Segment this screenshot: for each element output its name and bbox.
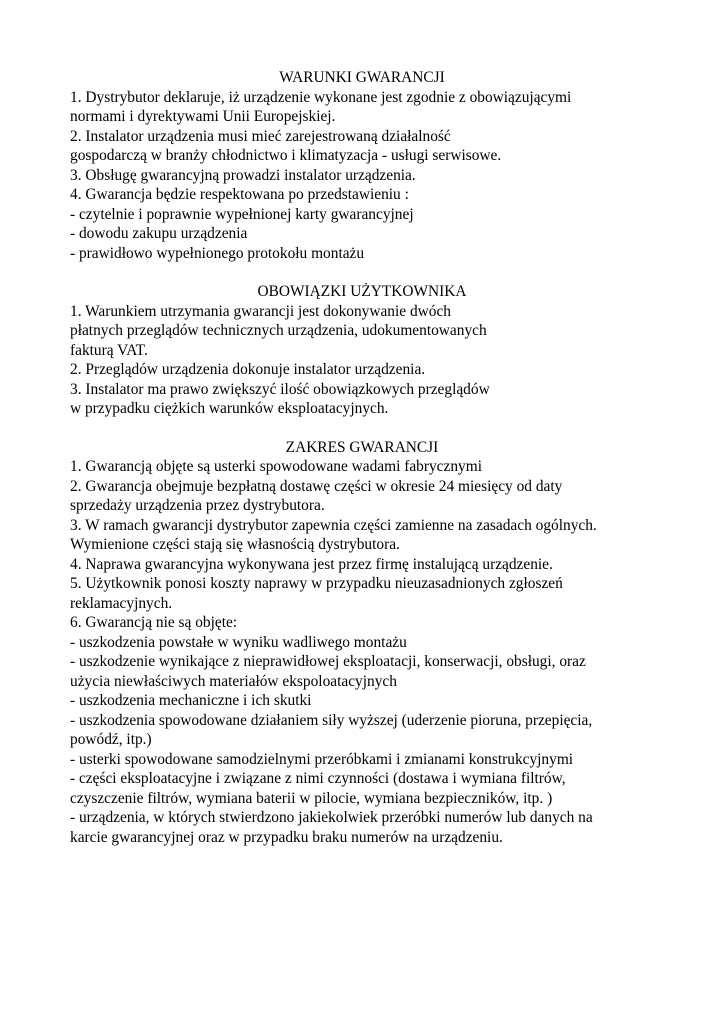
document-page [70,68,690,847]
text-line: 1. Warunkiem utrzymania gwarancji jest dokonywanie dwóch [70,302,451,320]
text-line: - uszkodzenie wynikające z nieprawidłowej eksploatacji, konserwacji, obsługi, oraz [70,653,586,670]
text-line: karcie gwarancyjnej oraz w przypadku braku numerów na urządzeniu. [70,828,503,846]
text-line: sprzedaży urządzenia przez dystrybutora. [70,497,325,514]
text-line: - czytelnie i poprawnie wypełnionej karty gwarancyjnej [70,205,414,223]
text-line: reklamacyjnych. [70,594,173,612]
text-line: 2. Gwarancja obejmuje bezpłatną dostawę części w okresie 24 miesięcy od daty [70,477,563,495]
text-line: 5. Użytkownik ponosi koszty naprawy w przypadku nieuzasadnionych zgłoszeń [70,575,563,592]
text-line: normami i dyrektywami Unii Europejskiej. [70,108,336,125]
section-zakres-gwarancji [70,438,690,848]
text-line: 3. W ramach gwarancji dystrybutor zapewnia części zamienne na zasadach ogólnych. [70,516,597,534]
text-line: - dowodu zakupu urządzenia [70,225,248,242]
text-line: płatnych przeglądów technicznych urządzenia, udokumentowanych [70,322,487,339]
text-line: - uszkodzenia mechaniczne i ich skutki [70,692,312,709]
text-line: 1. Dystrybutor deklaruje, iż urządzenie wykonane jest zgodnie z obowiązującymi [70,88,572,106]
text-line: 4. Gwarancja będzie respektowana po przedstawieniu : [70,186,409,203]
text-line: użycia niewłaściwych materiałów ekspoloatacyjnych [70,672,397,690]
section-heading: ZAKRES GWARANCJI [285,438,439,456]
text-line: 2. Instalator urządzenia musi mieć zarejestrowaną działalność [70,127,451,145]
text-line: - uszkodzenia spowodowane działaniem siły wyższej (uderzenie pioruna, przepięcia, [70,711,593,729]
text-line: - prawidłowo wypełnionego protokołu montażu [70,244,365,262]
text-line: Wymienione części stają się własnością dystrybutora. [70,536,400,553]
text-line: fakturą VAT. [70,341,148,359]
text-line: 1. Gwarancją objęte są usterki spowodowane wadami fabrycznymi [70,458,482,475]
text-line: 6. Gwarancją nie są objęte: [70,614,238,631]
text-line: - urządzenia, w których stwierdzono jakiekolwiek przeróbki numerów lub danych na [70,809,593,826]
text-line: - usterki spowodowane samodzielnymi przeróbkami i zmianami konstrukcyjnymi [70,750,574,768]
text-line: - uszkodzenia powstałe w wyniku wadliwego montażu [70,633,407,651]
text-line: 4. Naprawa gwarancyjna wykonywana jest przez firmę instalującą urządzenie. [70,555,553,573]
text-line: w przypadku ciężkich warunków eksploatacyjnych. [70,400,389,417]
section-heading: WARUNKI GWARANCJI [279,69,445,86]
text-line: powódź, itp.) [70,731,152,748]
section-heading: OBOWIĄZKI UŻYTKOWNIKA [257,283,467,300]
text-line: 3. Obsługę gwarancyjną prowadzi instalator urządzenia. [70,166,416,184]
text-line: gospodarczą w branży chłodnictwo i klimatyzacja - usługi serwisowe. [70,147,502,164]
text-line: czyszczenie filtrów, wymiana baterii w pilocie, wymiana bezpieczników, itp. ) [70,789,553,807]
section-warunki-gwarancji [70,68,690,263]
section-obowiazki-uzytkownika [70,282,690,419]
text-line: 3. Instalator ma prawo zwiększyć ilość obowiązkowych przeglądów [70,380,490,398]
text-line: 2. Przeglądów urządzenia dokonuje instalator urządzenia. [70,361,426,378]
text-line: - części eksploatacyjne i związane z nimi czynności (dostawa i wymiana filtrów, [70,770,566,787]
